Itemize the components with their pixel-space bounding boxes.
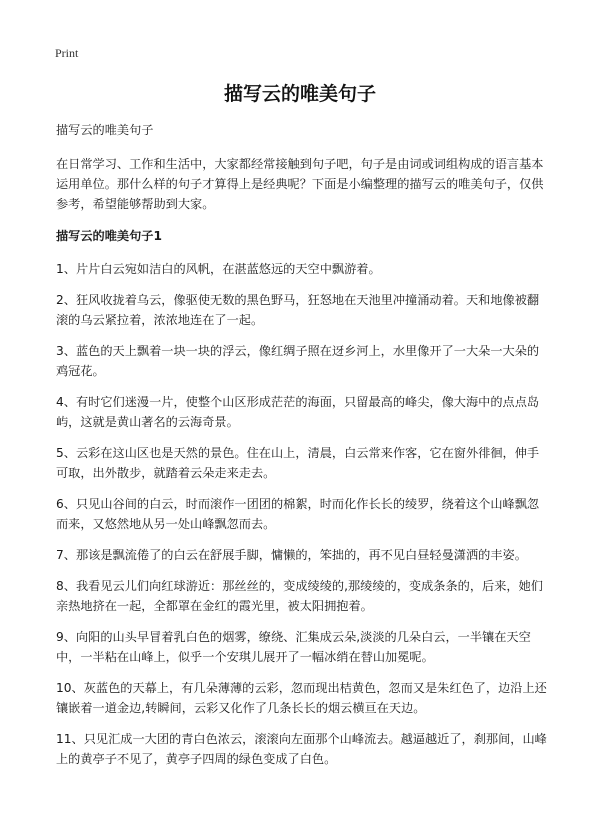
list-item: 4、有时它们迷漫一片，使整个山区形成茫茫的海面，只留最高的峰尖，像大海中的点点岛屿，这就是黄山著名的云海奇景。 bbox=[56, 395, 540, 429]
print-link[interactable]: Print bbox=[55, 46, 79, 60]
list-item: 10、灰蓝色的天幕上，有几朵薄薄的云彩，忽而现出桔黄色，忽而又是朱红色了，边沿上还镶嵌着一道金边,转瞬间，云彩又化作了几条长长的烟云横亘在天边。 bbox=[56, 681, 547, 715]
list-item: 3、蓝色的天上飘着一块一块的浮云，像红绸子照在迓乡河上，水里像开了一大朵一大朵的鸡冠花。 bbox=[56, 344, 540, 378]
section-heading: 描写云的唯美句子1 bbox=[56, 229, 162, 243]
document-title: 描写云的唯美句子 bbox=[223, 83, 376, 105]
intro-paragraph: 在日常学习、工作和生活中，大家都经常接触到句子吧，句子是由词或词组构成的语言基本运用单位。那什么样的句子才算得上是经典呢？下面是小编整理的描写云的唯美句子，仅供参考，希望能够帮助到大家。 bbox=[56, 157, 544, 211]
document-subtitle: 描写云的唯美句子 bbox=[56, 123, 154, 137]
list-item: 7、那该是飘流倦了的白云在舒展手脚，慵懒的，笨拙的，再不见白昼轻曼潇洒的丰姿。 bbox=[56, 548, 527, 562]
list-item: 2、狂风收拢着乌云，像驱使无数的黑色野马，狂怒地在天池里冲撞涌动着。天和地像被翻滚的乌云紧拉着，浓浓地连在了一起。 bbox=[56, 293, 540, 327]
list-item: 6、只见山谷间的白云，时而滚作一团团的棉絮，时而化作长长的绫罗，绕着这个山峰飘忽而来，又悠然地从另一处山峰飘忽而去。 bbox=[56, 497, 540, 531]
list-item: 9、向阳的山头早冒着乳白色的烟雾，缭绕、汇集成云朵,淡淡的几朵白云，一半镶在天空中，一半粘在山峰上，似乎一个安琪儿展开了一幅冰绡在替山加冕呢。 bbox=[56, 630, 531, 664]
document-body bbox=[56, 120, 550, 780]
list-item: 11、只见汇成一大团的青白色浓云，滚滚向左面那个山峰流去。越逼越近了，刹那间，山峰上的黄亭子不见了，黄亭子四周的绿色变成了白色。 bbox=[56, 732, 547, 766]
list-item: 5、云彩在这山区也是天然的景色。住在山上，清晨，白云常来作客，它在窗外徘徊，伸手可取，出外散步，就踏着云朵走来走去。 bbox=[56, 446, 540, 480]
list-item: 1、片片白云宛如洁白的风帆，在湛蓝悠远的天空中飘游着。 bbox=[56, 262, 381, 276]
list-item: 8、我看见云儿们向红球游近：那丝丝的，变成绫绫的,那绫绫的，变成条条的，后来，她们亲热地挤在一起，全都罩在金红的霞光里，被太阳拥抱着。 bbox=[56, 579, 543, 613]
